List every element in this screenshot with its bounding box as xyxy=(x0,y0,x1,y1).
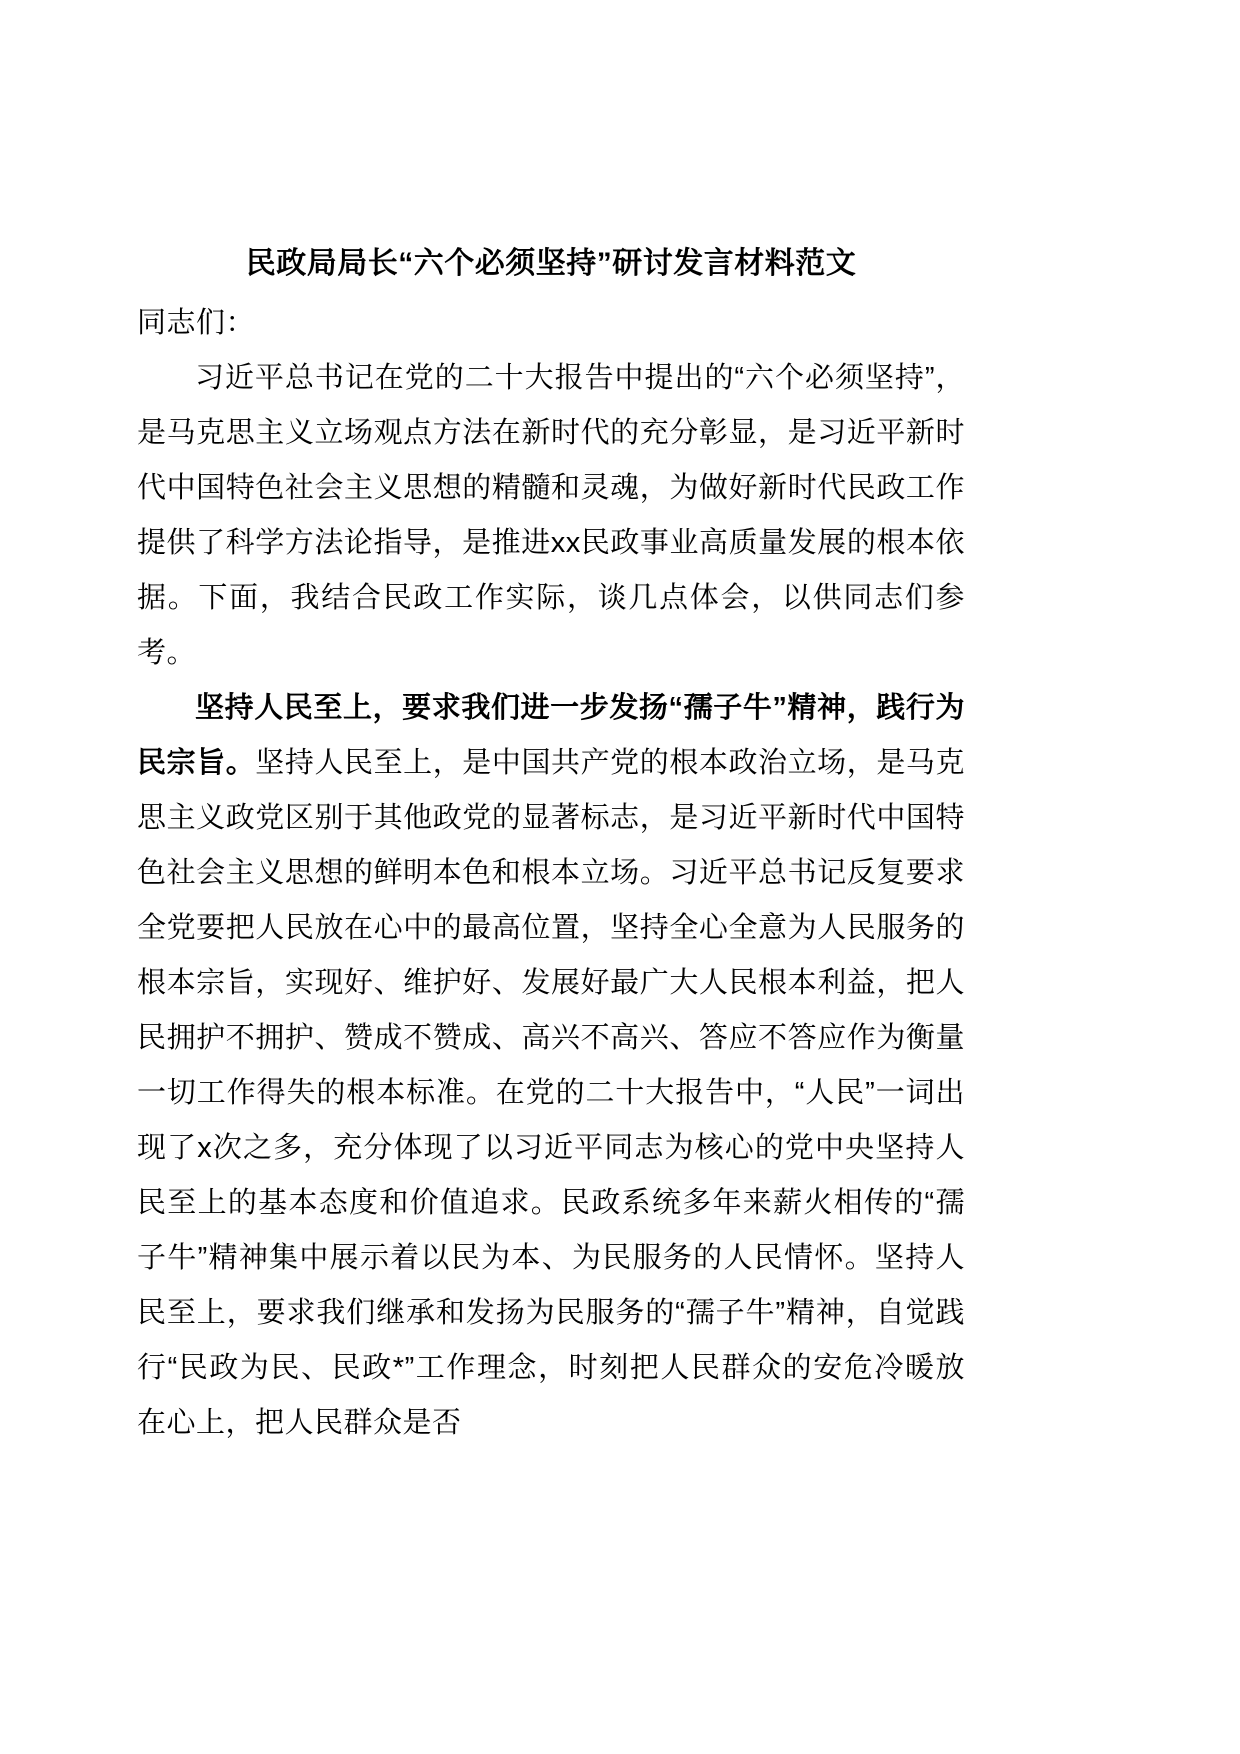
document-content xyxy=(137,236,965,1451)
text-run: 坚持人民至上，是中国共产党的根本政治立场，是马克思主义政党区别于其他政党的显著标志，是习近平新时代中国特色社会主义思想的鲜明本色和根本立场。习近平总书记反复要求全党要把人民放在心中的最高位置，坚持全心全意为人民服务的根本宗旨，实现好、维护好、发展好最广大人民根本利益，把人民拥护不拥护、赞成不赞成、高兴不高兴、答应不答应作为衡量一切工作得失的根本标准。在党的二十大报告中，“人民”一词出现了x次之多，充分体现了以习近平同志为核心的党中央坚持人民至上的基本态度和价值追求。民政系统多年来薪火相传的“孺子牛”精神集中展示着以民为本、为民服务的人民情怀。坚持人民至上，要求我们继承和发扬为民服务的“孺子牛”精神，自觉践行“民政为民、民政*”工作理念，时刻把人民群众的安危冷暖放在心上，把人民群众是否 xyxy=(137,747,965,1439)
paragraph xyxy=(137,351,965,681)
text-run: 习近平总书记在党的二十大报告中提出的“六个必须坚持”，是马克思主义立场观点方法在新时代的充分彰显，是习近平新时代中国特色社会主义思想的精髓和灵魂，为做好新时代民政工作提供了科学方法论指导，是推进xx民政事业高质量发展的根本依据。下面，我结合民政工作实际，谈几点体会，以供同志们参考。 xyxy=(137,362,965,669)
bold-text-run: 坚持人民至上，要求我们进一步发扬“孺子牛”精神，践行为民宗旨。 xyxy=(137,692,965,779)
document-body xyxy=(137,351,965,1451)
document-title: 民政局局长“六个必须坚持”研讨发言材料范文 xyxy=(245,247,857,280)
paragraph xyxy=(137,681,965,1451)
salutation: 同志们： xyxy=(137,307,256,339)
